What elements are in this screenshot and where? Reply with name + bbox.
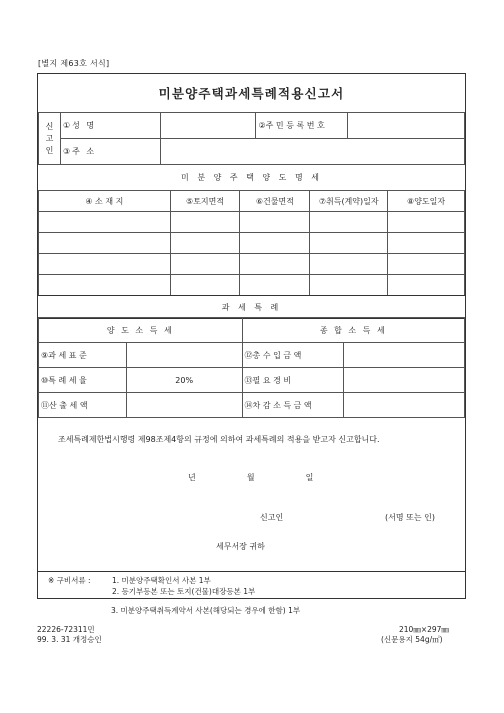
building-area-cell[interactable] xyxy=(240,233,310,254)
transfer-income-tax-title: 양 도 소 득 세 xyxy=(39,318,243,343)
documents-label: ※ 구비서류 : xyxy=(48,576,91,585)
table-row xyxy=(39,368,465,393)
building-area-cell[interactable] xyxy=(240,275,310,296)
calculated-tax-label: ⑪산 출 세 액 xyxy=(39,393,127,418)
name-label: ①성 명 xyxy=(60,113,160,139)
land-area-cell[interactable] xyxy=(170,233,240,254)
address-label: ③주 소 xyxy=(60,139,160,165)
tax-table xyxy=(38,317,465,418)
location-cell[interactable] xyxy=(39,254,171,275)
transfer-date-header: ⑧양도일자 xyxy=(388,191,465,212)
necessary-expenses-label: ⑬필 요 경 비 xyxy=(242,368,344,393)
form-title: 미분양주택과세특례적용신고서 xyxy=(158,86,345,101)
resident-id-field[interactable] xyxy=(348,113,465,139)
property-section-title: 미 분 양 주 택 양 도 명 세 xyxy=(38,164,465,191)
document-item: 3. 미분양주택취득계약서 사본(해당되는 경우에 한함) 1부 xyxy=(111,606,301,615)
acquisition-date-cell[interactable] xyxy=(310,275,388,296)
building-area-cell[interactable] xyxy=(240,254,310,275)
global-income-tax-title: 종 합 소 득 세 xyxy=(242,318,464,343)
document-item: 2. 등기부등본 또는 토지(건물)대장등본 1부 xyxy=(112,587,256,596)
necessary-expenses-field[interactable] xyxy=(344,368,465,393)
land-area-cell[interactable] xyxy=(170,275,240,296)
resident-id-label: ②주 민 등 록 번 호 xyxy=(256,113,348,139)
table-row xyxy=(39,275,465,296)
special-rate-value: 20% xyxy=(126,368,242,393)
acquisition-date-cell[interactable] xyxy=(310,212,388,233)
table-row xyxy=(39,393,465,418)
form-number-label: [별지 제63호 서식] xyxy=(38,59,110,68)
land-area-cell[interactable] xyxy=(170,212,240,233)
declaration-statement: 조세특례제한법시행령 제98조제4항의 규정에 의하여 과세특례의 적용을 받고자 신고합니다. xyxy=(58,435,380,444)
transfer-date-cell[interactable] xyxy=(388,275,465,296)
special-rate-label: ⑩특 례 세 율 xyxy=(39,368,127,393)
title-row xyxy=(38,74,465,113)
land-area-header: ⑤토지면적 xyxy=(170,191,240,212)
tax-base-field[interactable] xyxy=(126,343,242,368)
location-cell[interactable] xyxy=(39,212,171,233)
table-row xyxy=(39,233,465,254)
approval-date: 99. 3. 31 개정승인 xyxy=(37,635,102,644)
date-year: 년 xyxy=(188,473,198,482)
address-field[interactable] xyxy=(160,139,464,165)
date-day: 일 xyxy=(305,473,316,482)
acquisition-date-cell[interactable] xyxy=(310,254,388,275)
required-documents xyxy=(38,571,465,601)
transfer-date-cell[interactable] xyxy=(388,254,465,275)
document-item: 1. 미분양주택확인서 사본 1부 xyxy=(112,576,211,585)
tax-header-row xyxy=(39,318,465,343)
net-income-field[interactable] xyxy=(344,393,465,418)
acquisition-date-header: ⑦취득(계약)일자 xyxy=(310,191,388,212)
calculated-tax-field[interactable] xyxy=(126,393,242,418)
paper-size: 210㎜×297㎜ xyxy=(399,625,449,634)
date-row xyxy=(188,472,315,483)
total-revenue-label: ⑫총 수 입 금 액 xyxy=(242,343,344,368)
recipient: 세무서장 귀하 xyxy=(216,542,265,551)
building-area-cell[interactable] xyxy=(240,212,310,233)
applicant-table xyxy=(38,112,465,165)
table-row xyxy=(39,254,465,275)
net-income-label: ⑭차 감 소 득 금 액 xyxy=(242,393,344,418)
location-header: ④ 소 재 지 xyxy=(39,191,171,212)
property-table xyxy=(38,190,465,296)
tax-section-title: 과 세 특 례 xyxy=(38,295,465,319)
date-month: 월 xyxy=(246,473,257,482)
declaration-form xyxy=(37,73,466,599)
transfer-date-cell[interactable] xyxy=(388,212,465,233)
total-revenue-field[interactable] xyxy=(344,343,465,368)
paper-type: (신문용지 54g/㎡) xyxy=(381,635,443,644)
location-cell[interactable] xyxy=(39,275,171,296)
location-cell[interactable] xyxy=(39,233,171,254)
signature-note: (서명 또는 인) xyxy=(385,513,435,522)
land-area-cell[interactable] xyxy=(170,254,240,275)
building-area-header: ⑥건물면적 xyxy=(240,191,310,212)
name-field[interactable] xyxy=(160,113,256,139)
acquisition-date-cell[interactable] xyxy=(310,233,388,254)
table-row xyxy=(39,212,465,233)
applicant-section-label: 신고인 xyxy=(39,113,61,165)
applicant-signature-label: 신고인 xyxy=(260,513,284,522)
transfer-date-cell[interactable] xyxy=(388,233,465,254)
property-header-row xyxy=(39,191,465,212)
table-row xyxy=(39,343,465,368)
tax-base-label: ⑨과 세 표 준 xyxy=(39,343,127,368)
form-code: 22226-72311민 xyxy=(37,625,95,634)
